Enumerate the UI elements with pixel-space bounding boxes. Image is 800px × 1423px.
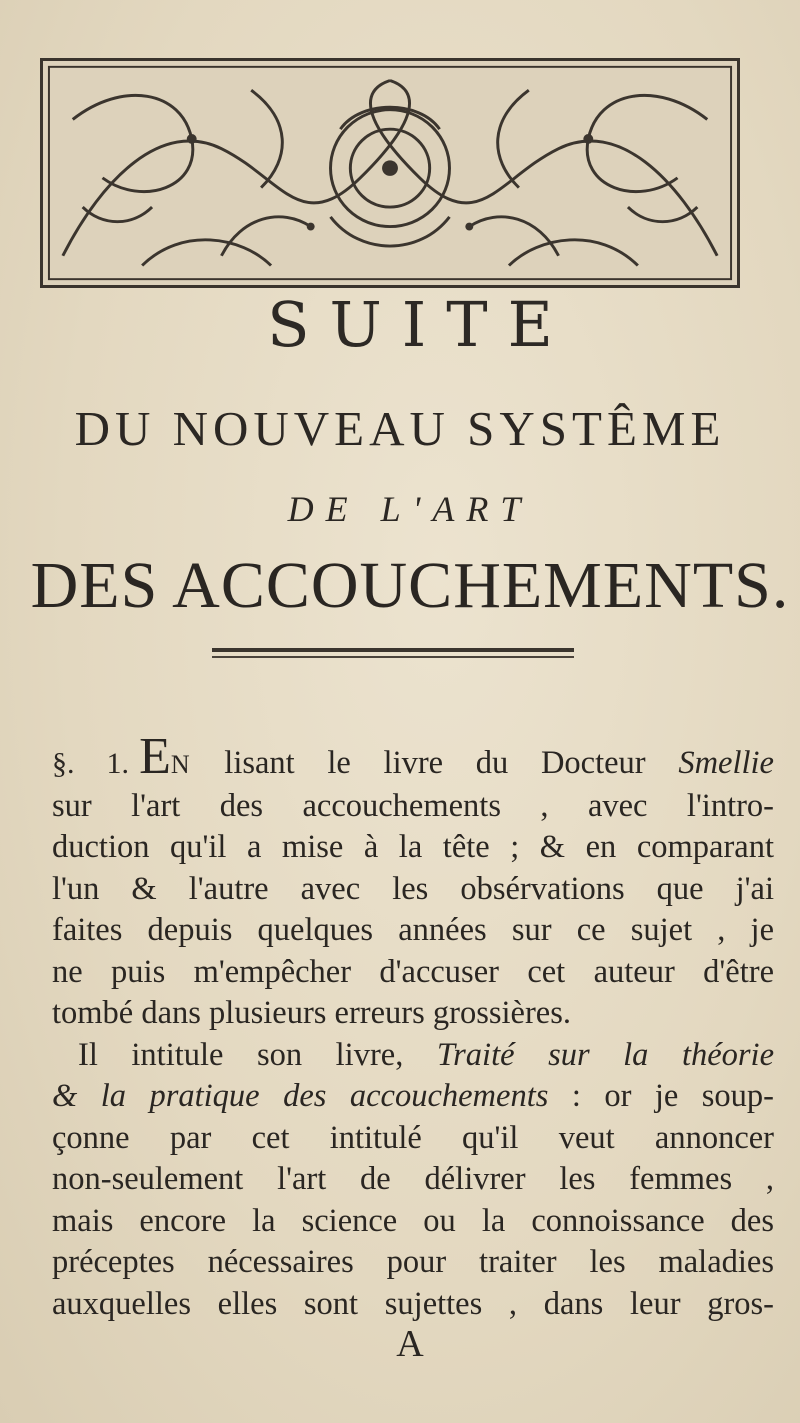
double-rule-divider bbox=[212, 648, 574, 660]
text-segment: Il intitule son livre, bbox=[78, 1036, 404, 1073]
initial-letter: E bbox=[139, 728, 171, 785]
text-line: non-seulement l'art de délivrer les femmes , bbox=[52, 1161, 774, 1197]
title-de-l-art: DE L'ART bbox=[287, 489, 533, 529]
floral-ornament-icon bbox=[43, 61, 737, 285]
title-des-accouchements: DES ACCOUCHEMENTS. bbox=[30, 549, 790, 622]
text-line: ne puis m'empêcher d'accuser cet auteur d'être bbox=[52, 953, 774, 990]
text-line bbox=[52, 1076, 774, 1118]
text-line: duction qu'il a mise à la tête ; & en comparant bbox=[52, 829, 774, 865]
book-title-part: & la pratique des accouchements bbox=[52, 1078, 549, 1114]
signature-mark: A bbox=[396, 1323, 424, 1365]
book-title-part: Traité sur la théorie bbox=[436, 1036, 775, 1073]
body-text bbox=[52, 728, 775, 1325]
text-line: faites depuis quelques années sur ce sujet , je bbox=[52, 912, 774, 948]
text-line: préceptes nécessaires pour traiter les maladies bbox=[52, 1244, 774, 1280]
author-name: Smellie bbox=[678, 745, 774, 781]
initial-rest: N bbox=[170, 750, 192, 779]
text-line: çonne par cet intitulé qu'il veut annoncer bbox=[52, 1119, 774, 1156]
text-segment: : or je soup- bbox=[571, 1078, 774, 1114]
text-line: mais encore la science ou la connoissance des bbox=[52, 1202, 774, 1239]
text-line: tombé dans plusieurs erreurs grossières. bbox=[52, 995, 571, 1031]
title-suite: SUITE bbox=[267, 288, 573, 361]
text-line: auxquelles elles sont sujettes , dans leur gros- bbox=[52, 1285, 774, 1322]
section-mark: §. 1. bbox=[52, 747, 130, 780]
text-segment: lisant le livre du Docteur bbox=[224, 745, 646, 781]
text-line: sur l'art des accouchements , avec l'intro- bbox=[52, 787, 774, 824]
text-line bbox=[52, 1035, 774, 1077]
title-nouveau-systeme: DU NOUVEAU SYSTÊME bbox=[74, 401, 726, 456]
text-line bbox=[52, 728, 774, 786]
text-line: l'un & l'autre avec les obsérvations que j'ai bbox=[52, 870, 774, 907]
ornamental-headpiece bbox=[40, 58, 740, 288]
